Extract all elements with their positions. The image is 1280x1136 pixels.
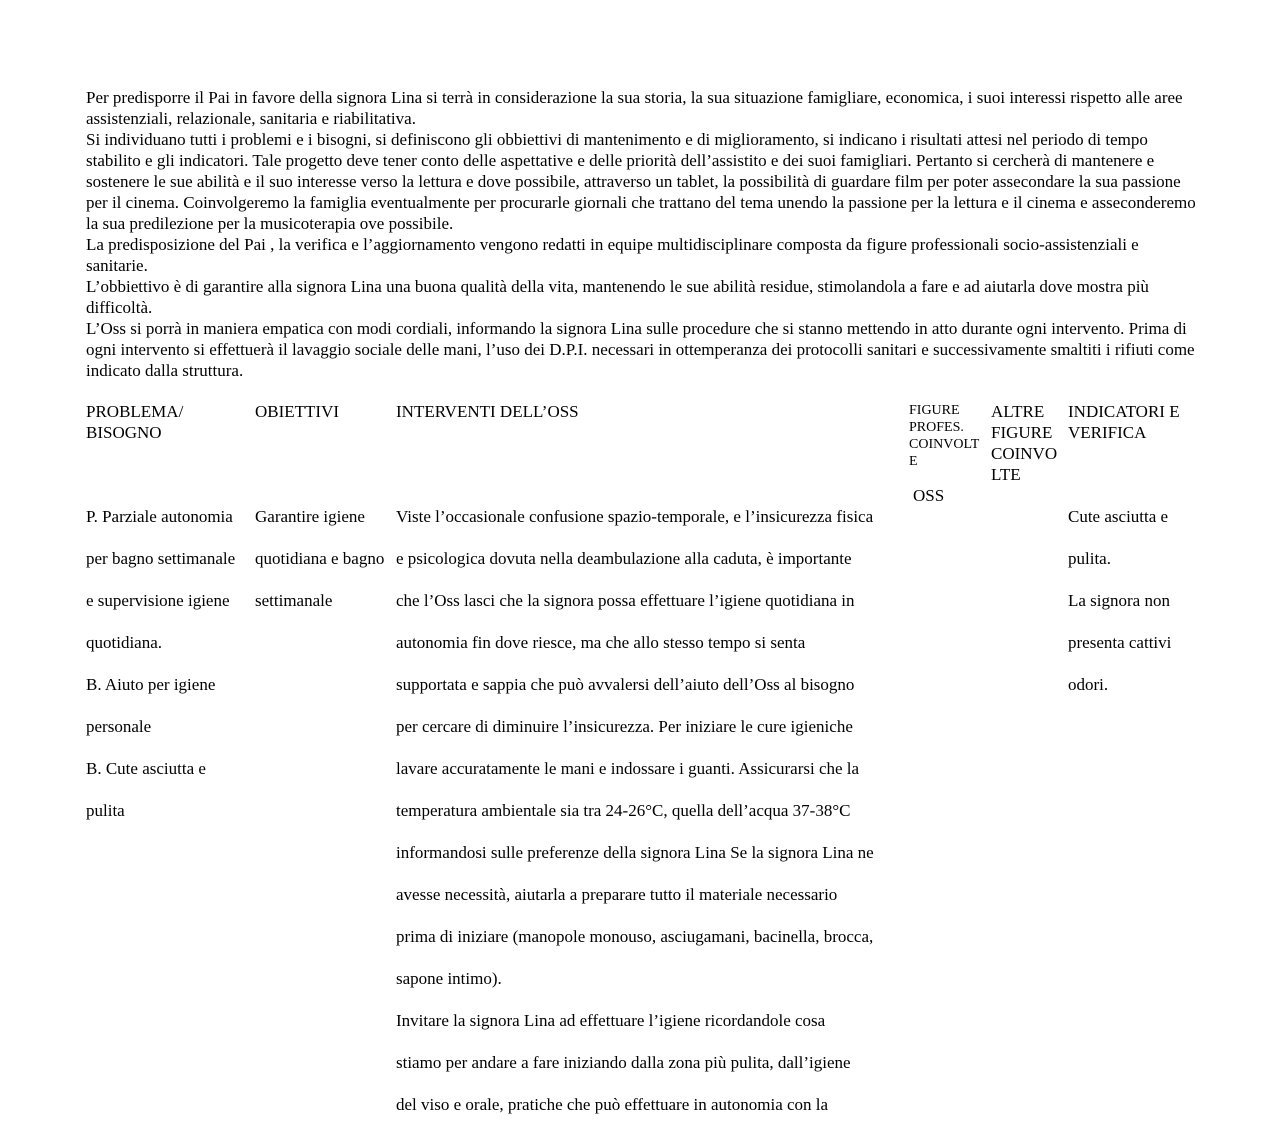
- cell-line: supportata e sappia che può avvalersi dell’aiuto dell’Oss al bisogno: [396, 675, 855, 694]
- cell-line: Cute asciutta e: [1068, 507, 1169, 526]
- cell-line: avesse necessità, aiutarla a preparare tutto il materiale necessario: [396, 885, 838, 904]
- cell-line: Invitare la signora Lina ad effettuare l’igiene ricordandole cosa: [396, 1011, 826, 1030]
- cell-line: settimanale: [255, 591, 333, 610]
- cell-line: autonomia fin dove riesce, ma che allo stesso tempo si senta: [396, 633, 806, 652]
- cell-line: quotidiana.: [86, 633, 163, 652]
- cell-line: e psicologica dovuta nella deambulazione alla caduta, è importante: [396, 549, 852, 568]
- cell-line: per bagno settimanale: [86, 549, 236, 568]
- cell-line: del viso e orale, pratiche che può effettuare in autonomia con la: [396, 1095, 829, 1114]
- cell-line: sapone intimo).: [396, 969, 502, 988]
- intro-paragraph-1: Per predisporre il Pai in favore della signora Lina si terrà in considerazione la sua storia, la sua situazione famigliare, economica, i suoi interessi rispetto alle aree assistenziali, relazionale, sanitaria e riabilitativa.: [86, 88, 1183, 128]
- intro-paragraph-5: L’Oss si porrà in maniera empatica con modi cordiali, informando la signora Lina sulle procedure che si stanno mettendo in atto durante ogni intervento. Prima di ogni intervento si effettuerà il lavaggio sociale delle mani, l’uso dei D.P.I. necessari in ottemperanza dei protocolli sanitari e successivamente smaltiti i rifiuti come indicato dalla struttura.: [86, 319, 1195, 380]
- cell-line: pulita.: [1068, 549, 1111, 568]
- cell-line: Viste l’occasionale confusione spazio-temporale, e l’insicurezza fisica: [396, 507, 874, 526]
- cell-line: stiamo per andare a fare iniziando dalla zona più pulita, dall’igiene: [396, 1053, 851, 1072]
- header-indicatori-verifica: INDICATORI E VERIFICA: [1068, 402, 1180, 442]
- header-interventi-oss: INTERVENTI DELL’OSS: [396, 402, 579, 421]
- cell-obiettivi: [255, 485, 395, 632]
- header-altre-figure: ALTRE FIGURE COINVO LTE: [991, 402, 1058, 484]
- cell-line: B. Cute asciutta e: [86, 759, 206, 778]
- intro-paragraph-3: La predisposizione del Pai , la verifica e l’aggiornamento vengono redatti in equipe multidisciplinare composta da figure professionali socio-assistenziali e sanitarie.: [86, 235, 1139, 275]
- header-problema-bisogno: PROBLEMA/ BISOGNO: [86, 402, 184, 442]
- cell-line: per cercare di diminuire l’insicurezza. Per iniziare le cure igieniche: [396, 717, 853, 736]
- intro-paragraph-2: Si individuano tutti i problemi e i bisogni, si definiscono gli obbiettivi di mantenimento e di miglioramento, si indicano i risultati attesi nel periodo di tempo stabilito e gli indicatori. Tale progetto deve tener conto delle aspettative e delle priorità dell’assistito e dei suoi famigliari. Pertanto si cercherà di mantenere e sostenere le sue abilità e il suo interesse verso la lettura e dove possibile, attraverso un tablet, la possibilità di guardare film per poter assecondare la sua passione per il cinema. Coinvolgeremo la famiglia eventualmente per procurarle giornali che trattano del tema unendo la passione per la lettura e il cinema e asseconderemo la sua predilezione per la musicoterapia ove possibile.: [86, 130, 1196, 233]
- cell-line: informandosi sulle preferenze della signora Lina Se la signora Lina ne: [396, 843, 874, 862]
- cell-line: pulita: [86, 801, 125, 820]
- cell-line: odori.: [1068, 675, 1109, 694]
- cell-line: Garantire igiene: [255, 507, 365, 526]
- header-obiettivi: OBIETTIVI: [255, 402, 340, 421]
- cell-line: La signora non: [1068, 591, 1170, 610]
- cell-line: presenta cattivi: [1068, 633, 1172, 652]
- intro-text: [86, 87, 1196, 381]
- cell-indicatori-verifica: [1068, 485, 1198, 716]
- cell-line: e supervisione igiene: [86, 591, 230, 610]
- cell-line: quotidiana e bagno: [255, 549, 385, 568]
- cell-line: prima di iniziare (manopole monouso, asciugamani, bacinella, brocca,: [396, 927, 874, 946]
- cell-line: temperatura ambientale sia tra 24-26°C, quella dell’acqua 37-38°C: [396, 801, 851, 820]
- header-figure-professionali: FIGURE PROFES. COINVOLT E: [909, 403, 980, 469]
- cell-line: lavare accuratamente le mani e indossare i guanti. Assicurarsi che la: [396, 759, 860, 778]
- cell-line: B. Aiuto per igiene: [86, 675, 216, 694]
- cell-line: personale: [86, 717, 152, 736]
- intro-paragraph-4: L’obbiettivo è di garantire alla signora Lina una buona qualità della vita, mantenendo le sue abilità residue, stimolandola a fare e ad aiutarla dove mostra più difficoltà.: [86, 277, 1149, 317]
- cell-figure-professionali: OSS: [913, 486, 945, 505]
- cell-line: che l’Oss lasci che la signora possa effettuare l’igiene quotidiana in: [396, 591, 855, 610]
- cell-problema-bisogno: [86, 485, 251, 842]
- cell-line: P. Parziale autonomia: [86, 507, 233, 526]
- cell-interventi-oss: [396, 485, 911, 1136]
